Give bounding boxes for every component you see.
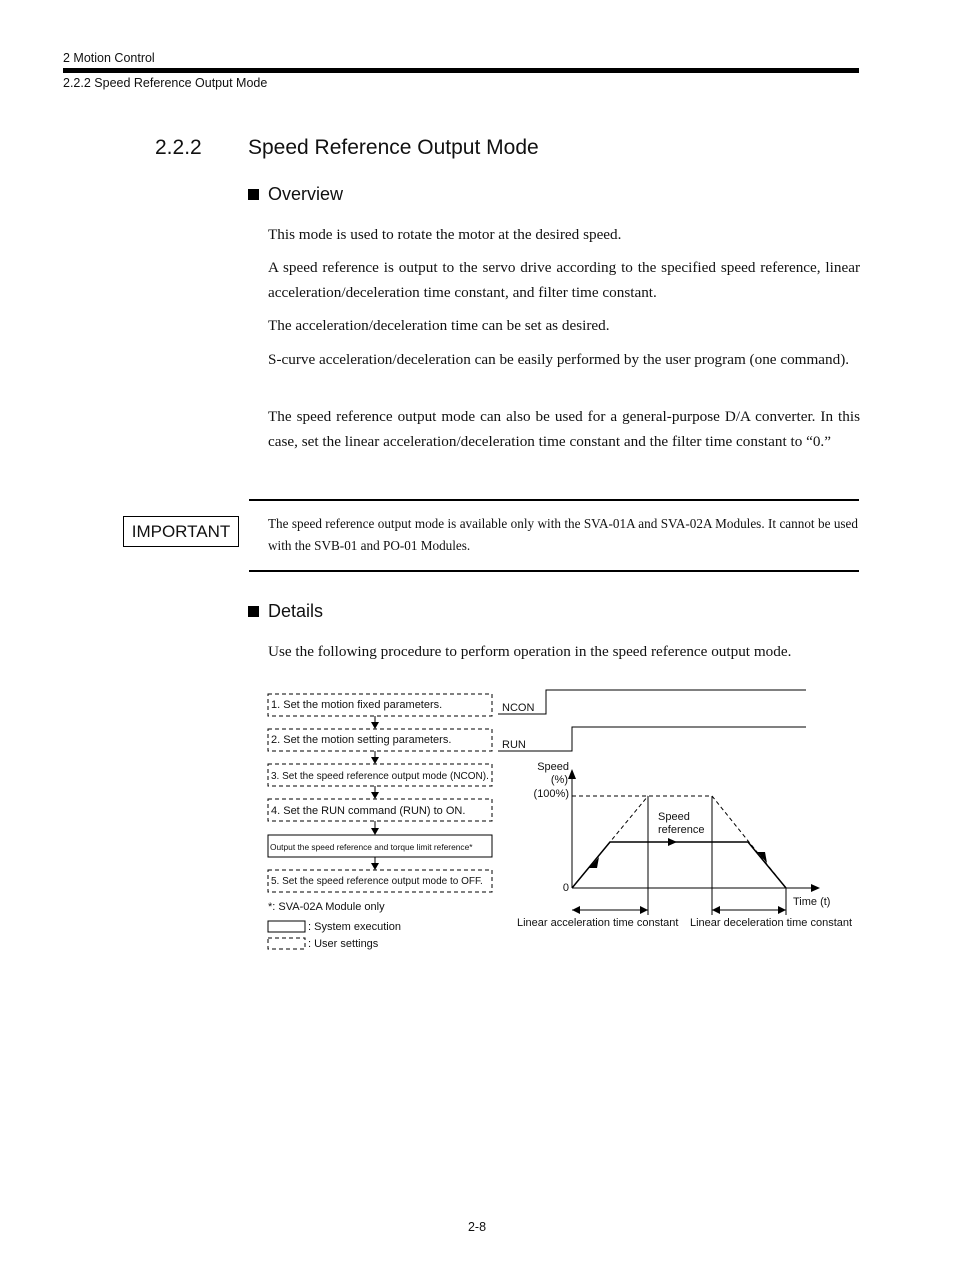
- flow-footnote: *: SVA-02A Module only: [268, 901, 385, 913]
- curve-label-reference: reference: [658, 824, 705, 836]
- arrow-right-icon: [668, 838, 677, 846]
- arrow-down-icon: [371, 792, 379, 799]
- overview-paragraph: S-curve acceleration/deceleration can be easily performed by the user program (one command).: [268, 351, 850, 368]
- flow-step-5: 5. Set the speed reference output mode to OFF.: [271, 876, 483, 887]
- accel-time-constant-label: Linear acceleration time constant: [517, 917, 679, 929]
- overview-paragraph: This mode is used to rotate the motor at the desired speed.: [268, 226, 622, 243]
- flow-step-3: 3. Set the speed reference output mode (NCON).: [271, 771, 489, 782]
- arrow-left-icon: [572, 906, 580, 914]
- decel-time-constant-label: Linear deceleration time constant: [690, 917, 853, 929]
- flow-step-system-output: Output the speed reference and torque limit reference*: [270, 842, 473, 852]
- legend-user-swatch: [268, 938, 305, 949]
- arrow-down-icon: [371, 863, 379, 870]
- overview-paragraph: A speed reference is output to the servo drive according to the specified speed reference, linear acceleration/deceleration time constant, and filter time constant.: [268, 259, 860, 301]
- arrow-right-icon: [778, 906, 786, 914]
- flow-step-1: 1. Set the motion fixed parameters.: [271, 699, 443, 711]
- page-number: 2-8: [467, 1220, 487, 1234]
- running-header-section: 2.2.2 Speed Reference Output Mode: [63, 76, 268, 90]
- details-intro: Use the following procedure to perform operation in the speed reference output mode.: [268, 643, 792, 660]
- important-label: IMPORTANT: [123, 516, 239, 547]
- arrow-down-icon: [371, 757, 379, 764]
- legend-user-label: : User settings: [308, 938, 379, 950]
- arrow-down-icon: [371, 828, 379, 835]
- overview-heading-text: Overview: [268, 184, 344, 204]
- legend-system-swatch: [268, 921, 305, 932]
- flow-step-2: 2. Set the motion setting parameters.: [271, 734, 452, 746]
- signal-ncon-label: NCON: [502, 702, 535, 714]
- overview-paragraph: The acceleration/deceleration time can be set as desired.: [268, 317, 610, 334]
- section-title: Speed Reference Output Mode: [248, 136, 539, 159]
- important-text: The speed reference output mode is available only with the SVA-01A and SVA-02A Modules. It cannot be used with the SVB-01 and PO-01 Modules.: [268, 516, 858, 553]
- y-label-100: (100%): [533, 788, 569, 800]
- flow-steps: [268, 694, 492, 892]
- y-label-percent: (%): [550, 774, 568, 786]
- arrow-down-icon: [371, 722, 379, 729]
- details-heading-text: Details: [268, 601, 324, 621]
- arrow-up-icon: [568, 769, 576, 779]
- section-number: 2.2.2: [155, 136, 202, 159]
- speed-reference-curve: [572, 842, 786, 888]
- running-header-chapter: 2 Motion Control: [63, 51, 155, 65]
- flow-step-4: 4. Set the RUN command (RUN) to ON.: [271, 805, 466, 817]
- arrow-left-icon: [712, 906, 720, 914]
- y-label-speed: Speed: [537, 761, 569, 773]
- x-label-time: Time (t): [793, 896, 831, 908]
- arrow-right-icon: [640, 906, 648, 914]
- signal-run-label: RUN: [502, 739, 526, 751]
- signal-ncon-waveform: [498, 690, 806, 714]
- curve-label-speed: Speed: [658, 811, 690, 823]
- origin-label: 0: [562, 882, 569, 894]
- arrow-right-icon: [811, 884, 820, 892]
- signal-run-waveform: [498, 727, 806, 751]
- overview-paragraph: The speed reference output mode can also be used for a general-purpose D/A converter. In this case, set the linear acceleration/deceleration time constant and the filter time constant to “0.”: [268, 408, 860, 450]
- legend-system-label: : System execution: [308, 921, 401, 933]
